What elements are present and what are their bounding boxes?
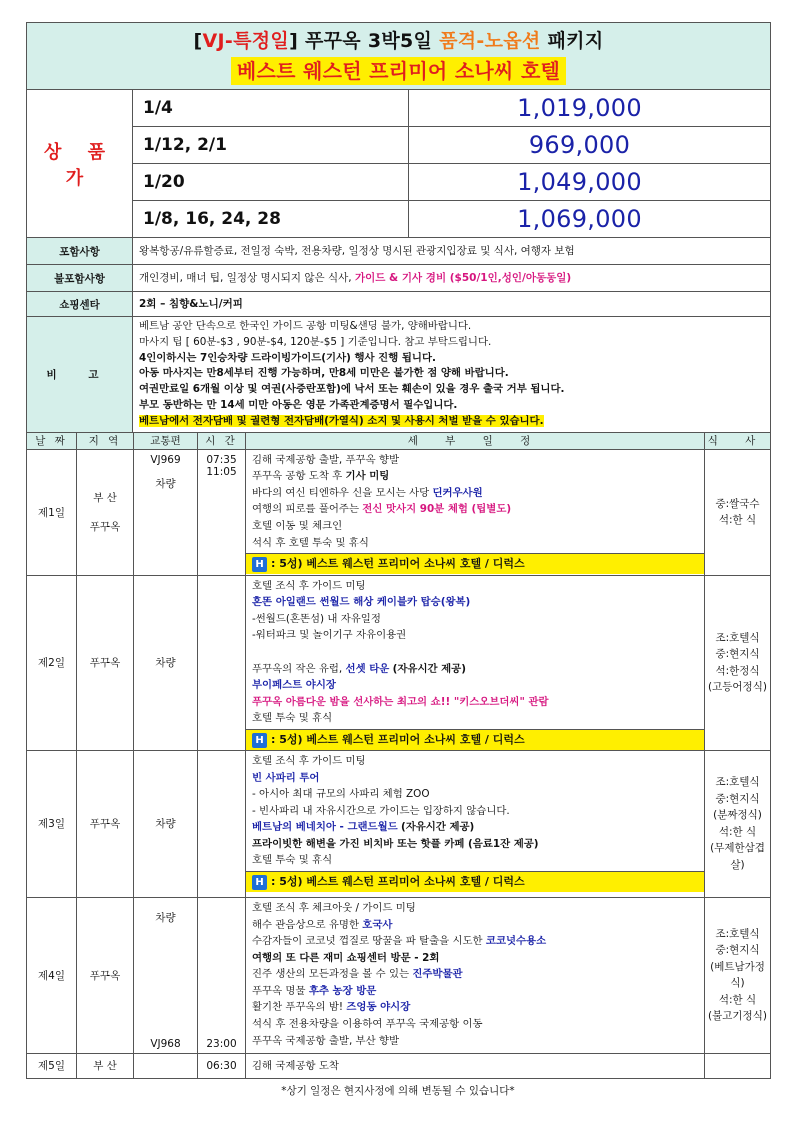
day-meals <box>705 575 771 750</box>
detail-line: 호텔 투숙 및 휴식 <box>252 854 333 867</box>
day-label: 제4일 <box>27 897 77 1053</box>
price-label: 상 품 가 <box>27 90 133 238</box>
excluded-plain: 개인경비, 매너 팁, 일정상 명시되지 않은 식사, <box>139 271 352 284</box>
detail-line: 빈 사파리 투어 <box>252 771 320 784</box>
day-label: 제3일 <box>27 750 77 897</box>
meal-line: 석:한 식 <box>718 825 757 838</box>
day-transport: 차량 <box>134 575 198 750</box>
hotel-icon: H <box>252 557 267 572</box>
meal-line: 석:한 식 <box>718 514 757 527</box>
note-line: 여권만료일 6개월 이상 및 여권(사증란포함)에 낙서 또는 훼손이 있을 경우 출국 거부 됩니다. <box>139 383 565 396</box>
detail-line: - 빈사파리 내 자유시간으로 가이드는 입장하지 않습니다. <box>252 804 510 817</box>
transport-type: 차량 <box>155 477 176 490</box>
day4-row <box>27 897 771 1053</box>
detail-line: 호텔 조식 후 체크아웃 / 가이드 미팅 <box>252 901 416 914</box>
itinerary-sheet <box>26 22 770 1098</box>
day2-row <box>27 575 771 750</box>
region-line: 부 산 <box>93 492 117 505</box>
detail-line: - 아시아 최대 규모의 사파리 체험 ZOO <box>252 788 430 801</box>
price-value: 1,069,000 <box>409 201 771 238</box>
day-region <box>77 449 134 575</box>
flight-number: VJ969 <box>150 453 181 466</box>
detail-line: 김해 국제공항 출발, 푸꾸옥 향발 <box>252 453 399 466</box>
detail-line: 여행의 또 다른 재미 쇼핑센터 방문 - 2회 <box>252 951 440 964</box>
day-details: 김해 국제공항 도착 <box>246 1053 705 1078</box>
hotel-icon: H <box>252 875 267 890</box>
shopping-text: 2회 – 침향&노니/커피 <box>133 292 771 317</box>
note-line: 베트남 공안 단속으로 한국인 가이드 공항 미팅&샌딩 불가, 양해바랍니다. <box>139 320 472 332</box>
hotel-line: H : 5성) 베스트 웨스턴 프리미어 소나씨 호텔 / 디럭스 <box>246 871 704 892</box>
detail-line: 해수 관음상으로 유명한 호국사 <box>252 918 393 931</box>
title-tag: VJ-특정일 <box>202 30 290 52</box>
note-line: 마사지 팁 [ 60분-$3 , 90분-$4, 120분-$5 ] 기준입니다. 참고 부탁드립니다. <box>139 335 492 348</box>
detail-line: -워터파크 및 놀이기구 자유이용권 <box>252 629 407 642</box>
time-value: 11:05 <box>206 465 237 478</box>
included-text: 왕복항공/유류할증료, 전일정 숙박, 전용차량, 일정상 명시된 관광지입장료 및 식사, 여행자 보험 <box>133 238 771 265</box>
header-region: 지 역 <box>77 432 134 449</box>
meal-line: 중:현지식 <box>715 648 760 661</box>
region-line: 푸꾸옥 <box>89 521 121 534</box>
price-value: 1,049,000 <box>409 164 771 201</box>
detail-line: 호텔 조식 후 가이드 미팅 <box>252 579 366 592</box>
detail-line: 호텔 이동 및 체크인 <box>252 519 343 532</box>
day-region: 푸꾸옥 <box>77 575 134 750</box>
header-transport: 교통편 <box>134 432 198 449</box>
header-time: 시 간 <box>198 432 246 449</box>
detail-line: 바다의 여신 티엔하우 신을 모시는 사당 딘커우사원 <box>252 486 483 499</box>
day5-row <box>27 1053 771 1078</box>
title-bracket-open: [ <box>193 30 203 52</box>
notes-label-text: 비 고 <box>46 368 113 381</box>
detail-line: 호텔 투숙 및 휴식 <box>252 712 333 725</box>
meal-line: (무제한삼겹살) <box>710 842 765 871</box>
day-meals <box>705 897 771 1053</box>
day-meals <box>705 750 771 897</box>
excluded-label: 불포함사항 <box>27 265 133 292</box>
day-region: 부 산 <box>77 1053 134 1078</box>
title-suffix: 패키지 <box>547 30 604 52</box>
day-label: 제2일 <box>27 575 77 750</box>
detail-line: 활기찬 푸꾸옥의 밤! 즈엉동 야시장 <box>252 1001 411 1014</box>
hotel-line: H : 5성) 베스트 웨스턴 프리미어 소나씨 호텔 / 디럭스 <box>246 553 704 574</box>
day-label: 제5일 <box>27 1053 77 1078</box>
day-transport <box>134 1053 198 1078</box>
meal-line: 중:현지식 <box>715 792 760 805</box>
meal-line: 조:호텔식 <box>715 631 760 644</box>
day-time <box>198 575 246 750</box>
detail-line: 푸꾸옥의 작은 유럽, 선셋 타운 (자유시간 제공) <box>252 662 466 675</box>
day-details <box>246 750 705 897</box>
header-date: 날 짜 <box>27 432 77 449</box>
header-details: 세 부 일 정 <box>246 432 705 449</box>
price-value: 969,000 <box>409 127 771 164</box>
meal-line: 석:한정식 <box>715 664 760 677</box>
detail-line: 여행의 피로를 풀어주는 전신 맛사지 90분 체험 (팁별도) <box>252 503 512 516</box>
day-details <box>246 897 705 1053</box>
detail-line: -썬월드(혼똔섬) 내 자유일정 <box>252 612 381 625</box>
day-details <box>246 449 705 575</box>
schedule-table <box>26 432 771 1079</box>
day-transport <box>134 897 198 1053</box>
included-label: 포함사항 <box>27 238 133 265</box>
time-value: 23:00 <box>206 1037 237 1050</box>
meal-line: 조:호텔식 <box>715 927 760 940</box>
note-highlight: 베트남에서 전자담배 및 궐련형 전자담배(가열식) 소지 및 사용시 처벌 받을 수 있습니다. <box>139 414 544 427</box>
detail-line: 푸꾸옥 아름다운 밤을 선사하는 최고의 쇼!! "키스오브더씨" 관람 <box>252 695 549 708</box>
price-dates: 1/12, 2/1 <box>133 127 409 164</box>
detail-line: 푸꾸옥 명물 후추 농장 방문 <box>252 984 377 997</box>
note-line: 부모 동반하는 만 14세 미만 아동은 영문 가족관계증명서 필수입니다. <box>139 398 458 411</box>
detail-line: 혼똔 아일랜드 썬월드 해상 케이블카 탑승(왕복) <box>252 596 471 609</box>
detail-line: 석식 후 전용차량을 이용하여 푸꾸옥 국제공항 이동 <box>252 1018 483 1031</box>
title-highlight: 품격-노옵션 <box>439 30 541 52</box>
hotel-line: H : 5성) 베스트 웨스턴 프리미어 소나씨 호텔 / 디럭스 <box>246 729 704 750</box>
flight-number: VJ968 <box>150 1037 181 1050</box>
note-line: 아동 마사지는 만8세부터 진행 가능하며, 만8세 미만은 불가한 점 양해 바랍니다. <box>139 367 509 380</box>
schedule-header <box>27 432 771 449</box>
day-time <box>198 897 246 1053</box>
note-line <box>139 414 764 430</box>
meal-line: 중:현지식 <box>715 944 760 957</box>
day-transport: 차량 <box>134 750 198 897</box>
day-label: 제1일 <box>27 449 77 575</box>
meal-line: (분짜정식) <box>713 809 762 822</box>
footer-note: *상기 일정은 현지사정에 의해 변동될 수 있습니다* <box>281 1084 515 1097</box>
price-dates: 1/8, 16, 24, 28 <box>133 201 409 238</box>
detail-line: 푸꾸옥 국제공항 출발, 부산 향발 <box>252 1034 399 1047</box>
day-details <box>246 575 705 750</box>
day-time: 06:30 <box>198 1053 246 1078</box>
note-line: 4인이하시는 7인승차량 드라이빙가이드(기사) 행사 진행 됩니다. <box>139 351 436 364</box>
notes-label <box>27 317 133 433</box>
meal-line: (베트남가정식) <box>710 960 765 990</box>
detail-line: 베트남의 베네치아 - 그랜드월드 (자유시간 제공) <box>252 821 475 834</box>
shopping-label: 쇼핑센타 <box>27 292 133 317</box>
meal-line: 석:한 식 <box>718 993 757 1006</box>
time-value: 07:35 <box>206 453 237 466</box>
detail-line: 푸꾸옥 공항 도착 후 기사 미팅 <box>252 470 390 483</box>
day3-row <box>27 750 771 897</box>
detail-line: 호텔 조식 후 가이드 미팅 <box>252 754 366 767</box>
meal-line: (불고기정식) <box>708 1010 767 1023</box>
title-bracket-close: ] <box>289 30 299 52</box>
day-meals <box>705 1053 771 1078</box>
excluded-highlight: 가이드 & 기사 경비 ($50/1인,성인/아동동일) <box>354 271 572 284</box>
meal-line: 조:호텔식 <box>715 776 760 789</box>
day-transport <box>134 449 198 575</box>
summary-table <box>26 22 771 433</box>
day-time <box>198 750 246 897</box>
package-title <box>27 25 770 57</box>
title-block <box>27 23 771 90</box>
excluded-text <box>133 265 771 292</box>
detail-line: 진주 생산의 모든과정을 볼 수 있는 진주박물관 <box>252 968 463 981</box>
day-meals <box>705 449 771 575</box>
day-region: 푸꾸옥 <box>77 750 134 897</box>
hotel-icon: H <box>252 733 267 748</box>
detail-line: 부이페스트 야시장 <box>252 679 336 692</box>
day-time <box>198 449 246 575</box>
day1-row <box>27 449 771 575</box>
price-value: 1,019,000 <box>409 90 771 127</box>
header-meals: 식 사 <box>705 432 771 449</box>
detail-line: 프라이빗한 해변을 가진 비치바 또는 핫플 카페 (음료1잔 제공) <box>252 837 539 850</box>
notes-block <box>133 317 771 433</box>
price-dates: 1/4 <box>133 90 409 127</box>
meal-line: 중:쌀국수 <box>715 497 760 510</box>
detail-line: 수감자들이 코코넛 껍질로 땅꿀을 파 탈출을 시도한 코코넛수용소 <box>252 935 547 948</box>
detail-line: 석식 후 호텔 투숙 및 휴식 <box>252 536 369 549</box>
price-dates: 1/20 <box>133 164 409 201</box>
transport-type: 차량 <box>155 911 176 924</box>
meal-line: (고등어정식) <box>708 681 767 694</box>
title-main: 푸꾸옥 3박5일 <box>304 30 433 52</box>
hotel-title: 베스트 웨스턴 프리미어 소나씨 호텔 <box>231 57 566 85</box>
day-region: 푸꾸옥 <box>77 897 134 1053</box>
